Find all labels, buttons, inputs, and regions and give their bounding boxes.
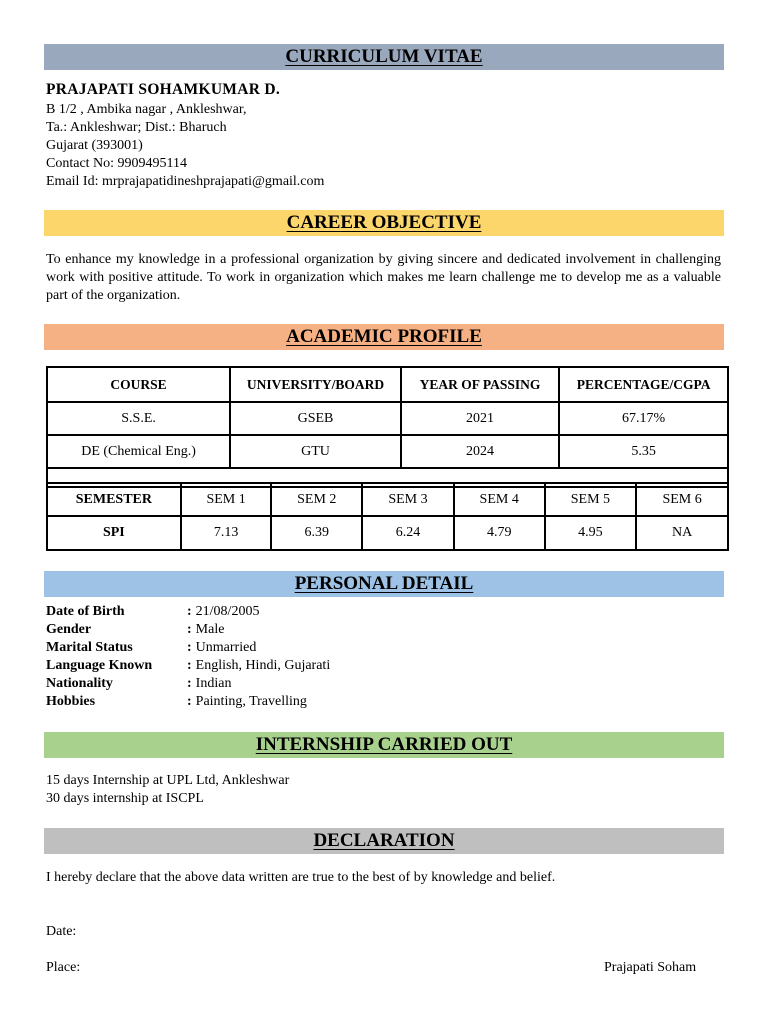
sem-cell: SEM 2 xyxy=(271,483,362,516)
academic-profile-heading: ACADEMIC PROFILE xyxy=(286,326,482,347)
spi-cell: NA xyxy=(636,516,728,550)
personal-key: Nationality xyxy=(46,676,113,691)
personal-key: Date of Birth xyxy=(46,604,125,619)
personal-key: Hobbies xyxy=(46,694,96,709)
list-item: 30 days internship at ISCPL xyxy=(46,791,204,806)
personal-value: Unmarried xyxy=(195,640,257,655)
contact-number: Contact No: 9909495114 xyxy=(46,156,188,171)
personal-detail-heading: PERSONAL DETAIL xyxy=(294,573,474,594)
sem-cell: SEM 5 xyxy=(545,483,637,516)
table-row xyxy=(47,402,728,435)
year-cell: 2021 xyxy=(401,402,559,435)
declaration-text: I hereby declare that the above data written are true to the best of by knowledge and belief. xyxy=(46,870,556,885)
declaration-band xyxy=(44,828,724,854)
separator: : xyxy=(187,640,192,655)
course-cell: S.S.E. xyxy=(47,402,230,435)
signature-name: Prajapati Soham xyxy=(604,960,697,975)
spi-cell: 4.95 xyxy=(545,516,637,550)
table-row xyxy=(47,435,728,468)
spi-cell: 4.79 xyxy=(454,516,545,550)
internship-heading: INTERNSHIP CARRIED OUT xyxy=(255,734,513,755)
career-objective-band xyxy=(44,210,724,236)
career-objective-heading: CAREER OBJECTIVE xyxy=(286,212,482,233)
internship-band xyxy=(44,732,724,758)
personal-value: Painting, Travelling xyxy=(195,694,307,709)
personal-value: Male xyxy=(195,622,225,637)
personal-details xyxy=(46,603,330,711)
email-id: Email Id: mrprajapatidineshprajapati@gmail.com xyxy=(46,174,325,189)
personal-key: Marital Status xyxy=(46,640,133,655)
sem-cell: SEM 6 xyxy=(636,483,728,516)
personal-row xyxy=(46,657,330,675)
personal-value: 21/08/2005 xyxy=(195,604,260,619)
address-line-2: Ta.: Ankleshwar; Dist.: Bharuch xyxy=(46,120,227,135)
separator: : xyxy=(187,676,192,691)
career-objective-text: To enhance my knowledge in a professional organization by giving sincere and dedicated involvement in challenging work with positive attitude. To work in organization which makes me learn challenge me to develop me as a valuable part of the organization. xyxy=(46,252,721,303)
spi-label: SPI xyxy=(47,516,181,550)
separator: : xyxy=(187,694,192,709)
declaration-heading: DECLARATION xyxy=(313,830,455,851)
percentage-cell: 67.17% xyxy=(559,402,728,435)
personal-row xyxy=(46,639,330,657)
separator: : xyxy=(187,604,192,619)
sem-cell: SEM 4 xyxy=(454,483,545,516)
academic-profile-band xyxy=(44,324,724,350)
place-label: Place: xyxy=(46,960,81,975)
personal-row xyxy=(46,693,330,711)
personal-key: Language Known xyxy=(46,658,153,673)
separator: : xyxy=(187,658,192,673)
list-item: 15 days Internship at UPL Ltd, Ankleshwar xyxy=(46,773,290,788)
candidate-name: PRAJAPATI SOHAMKUMAR D. xyxy=(46,81,281,98)
board-cell: GTU xyxy=(230,435,401,468)
cv-title: CURRICULUM VITAE xyxy=(285,46,483,67)
semester-label: SEMESTER xyxy=(47,483,181,516)
header-course: COURSE xyxy=(47,367,230,402)
spi-cell: 6.39 xyxy=(271,516,362,550)
date-label: Date: xyxy=(46,924,77,939)
spi-cell: 7.13 xyxy=(181,516,272,550)
personal-key: Gender xyxy=(46,622,92,637)
course-cell: DE (Chemical Eng.) xyxy=(47,435,230,468)
separator: : xyxy=(187,622,192,637)
header-university: UNIVERSITY/BOARD xyxy=(230,367,401,402)
spi-row xyxy=(47,516,728,550)
personal-row xyxy=(46,675,330,693)
board-cell: GSEB xyxy=(230,402,401,435)
personal-value: Indian xyxy=(195,676,232,691)
personal-row xyxy=(46,621,330,639)
year-cell: 2024 xyxy=(401,435,559,468)
semester-table xyxy=(46,482,729,551)
academic-table xyxy=(46,366,729,488)
sem-cell: SEM 3 xyxy=(362,483,454,516)
header-percentage: PERCENTAGE/CGPA xyxy=(559,367,728,402)
percentage-cell: 5.35 xyxy=(559,435,728,468)
header-year: YEAR OF PASSING xyxy=(401,367,559,402)
contact-block xyxy=(46,101,324,191)
personal-row xyxy=(46,603,330,621)
semester-row xyxy=(47,483,728,516)
spi-cell: 6.24 xyxy=(362,516,454,550)
cv-title-band xyxy=(44,44,724,70)
address-line-1: B 1/2 , Ambika nagar , Ankleshwar, xyxy=(46,102,247,117)
personal-value: English, Hindi, Gujarati xyxy=(195,658,331,673)
address-line-3: Gujarat (393001) xyxy=(46,138,143,153)
academic-header-row xyxy=(47,367,728,402)
sem-cell: SEM 1 xyxy=(181,483,272,516)
personal-detail-band xyxy=(44,571,724,597)
internship-list xyxy=(46,772,289,808)
